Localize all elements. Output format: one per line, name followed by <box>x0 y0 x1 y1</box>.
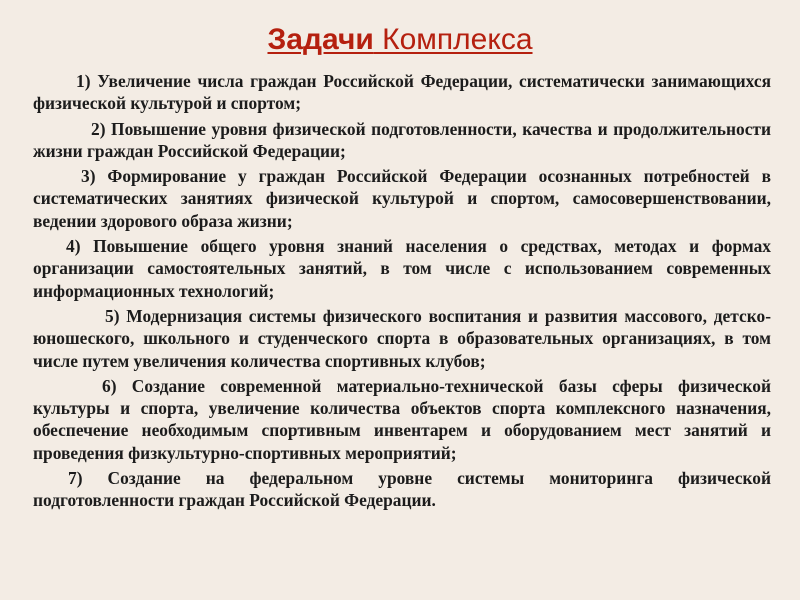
title-rest: Комплекса <box>373 23 533 56</box>
slide-title <box>0 22 800 58</box>
task-item-1: 1) Увеличение числа граждан Российской Федерации, систематически занимающихся физической культурой и спортом; <box>33 71 771 114</box>
tasks-list <box>33 70 771 515</box>
task-item-4: 4) Повышение общего уровня знаний населения о средствах, методах и формах организации самостоятельных занятий, в том числе с использованием современных информационных технологий; <box>33 236 771 301</box>
title-bold-part: Задачи <box>267 23 374 56</box>
task-item-7: 7) Создание на федеральном уровне системы мониторинга физической подготовленности граждан Российской Федерации. <box>33 468 771 511</box>
task-item-5: 5) Модернизация системы физического воспитания и развития массового, детско-юношеского, школьного и студенческого спорта в образовательных организациях, в том числе путем увеличения количества спортивных клубов; <box>33 305 771 371</box>
task-item-3: 3) Формирование у граждан Российской Федерации осознанных потребностей в систематических занятиях физической культурой и спортом, самосовершенствовании, ведении здорового образа жизни; <box>33 166 771 231</box>
task-item-2: 2) Повышение уровня физической подготовленности, качества и продолжительности жизни граждан Российской Федерации; <box>33 118 771 161</box>
task-item-6: 6) Создание современной материально-технической базы сферы физической культуры и спорта, увеличение количества объектов спорта комплексного назначения, обеспечение необходимым спортивным инвентарем и оборудованием мест занятий и проведения физкультурно-спортивных мероприятий; <box>33 375 771 463</box>
